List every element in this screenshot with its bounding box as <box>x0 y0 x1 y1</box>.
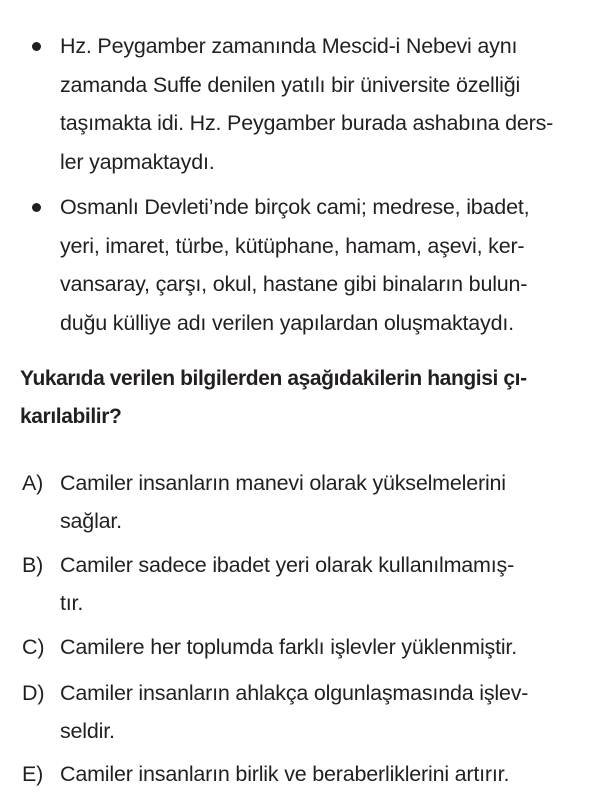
answer-option-d[interactable] <box>22 674 582 750</box>
text-line: yeri, imaret, türbe, kütüphane, hamam, aşevi, ker- <box>60 233 525 258</box>
text-line: vansaray, çarşı, okul, hastane gibi binaların bulun- <box>60 272 528 296</box>
option-letter: B) <box>22 553 44 577</box>
option-letter: C) <box>22 635 45 659</box>
bullet-icon <box>32 203 41 212</box>
option-text <box>60 755 582 793</box>
text-line: Osmanlı Devleti’nde birçok cami; medrese, ibadet, <box>60 195 530 219</box>
text-line: taşımakta idi. Hz. Peygamber burada ashabına ders- <box>60 111 554 135</box>
text-line: ler yapmaktaydı. <box>60 149 215 174</box>
text-line: tır. <box>60 591 84 615</box>
option-text <box>60 546 582 622</box>
text-line: Hz. Peygamber zamanında Mescid-i Nebevi aynı <box>60 34 518 58</box>
question-line: karılabilir? <box>20 405 122 428</box>
answer-option-b[interactable] <box>22 546 582 622</box>
answer-option-a[interactable] <box>22 464 582 540</box>
answer-option-e[interactable] <box>22 755 582 793</box>
info-bullet-text <box>60 27 582 181</box>
text-line: seldir. <box>60 719 115 743</box>
text-line: Camilere her toplumda farklı işlevler yüklenmiştir. <box>60 635 517 659</box>
option-letter: A) <box>22 471 44 495</box>
info-bullet-1 <box>22 27 582 181</box>
text-line: Camiler insanların birlik ve beraberliklerini artırır. <box>60 762 510 786</box>
question-line: Yukarıda verilen bilgilerden aşağıdakilerin hangisi çı- <box>20 367 527 390</box>
bullet-icon <box>32 42 41 51</box>
option-letter: E) <box>22 762 44 786</box>
question-stem <box>20 360 580 436</box>
option-text <box>60 628 582 666</box>
text-line: Camiler insanların ahlakça olgunlaşmasında işlev- <box>60 681 529 705</box>
text-line: Camiler sadece ibadet yeri olarak kullanılmamış- <box>60 553 515 577</box>
text-line: zamanda Suffe denilen yatılı bir üniversite özelliği <box>60 72 521 97</box>
answer-option-c[interactable] <box>22 628 582 666</box>
text-line: sağlar. <box>60 509 122 533</box>
info-bullet-2 <box>22 188 582 342</box>
option-text <box>60 674 582 750</box>
text-line: duğu külliye adı verilen yapılardan oluşmaktaydı. <box>60 310 514 335</box>
text-line: Camiler insanların manevi olarak yükselmelerini <box>60 471 506 495</box>
option-letter: D) <box>22 681 45 705</box>
info-bullet-text <box>60 188 582 342</box>
option-text <box>60 464 582 540</box>
